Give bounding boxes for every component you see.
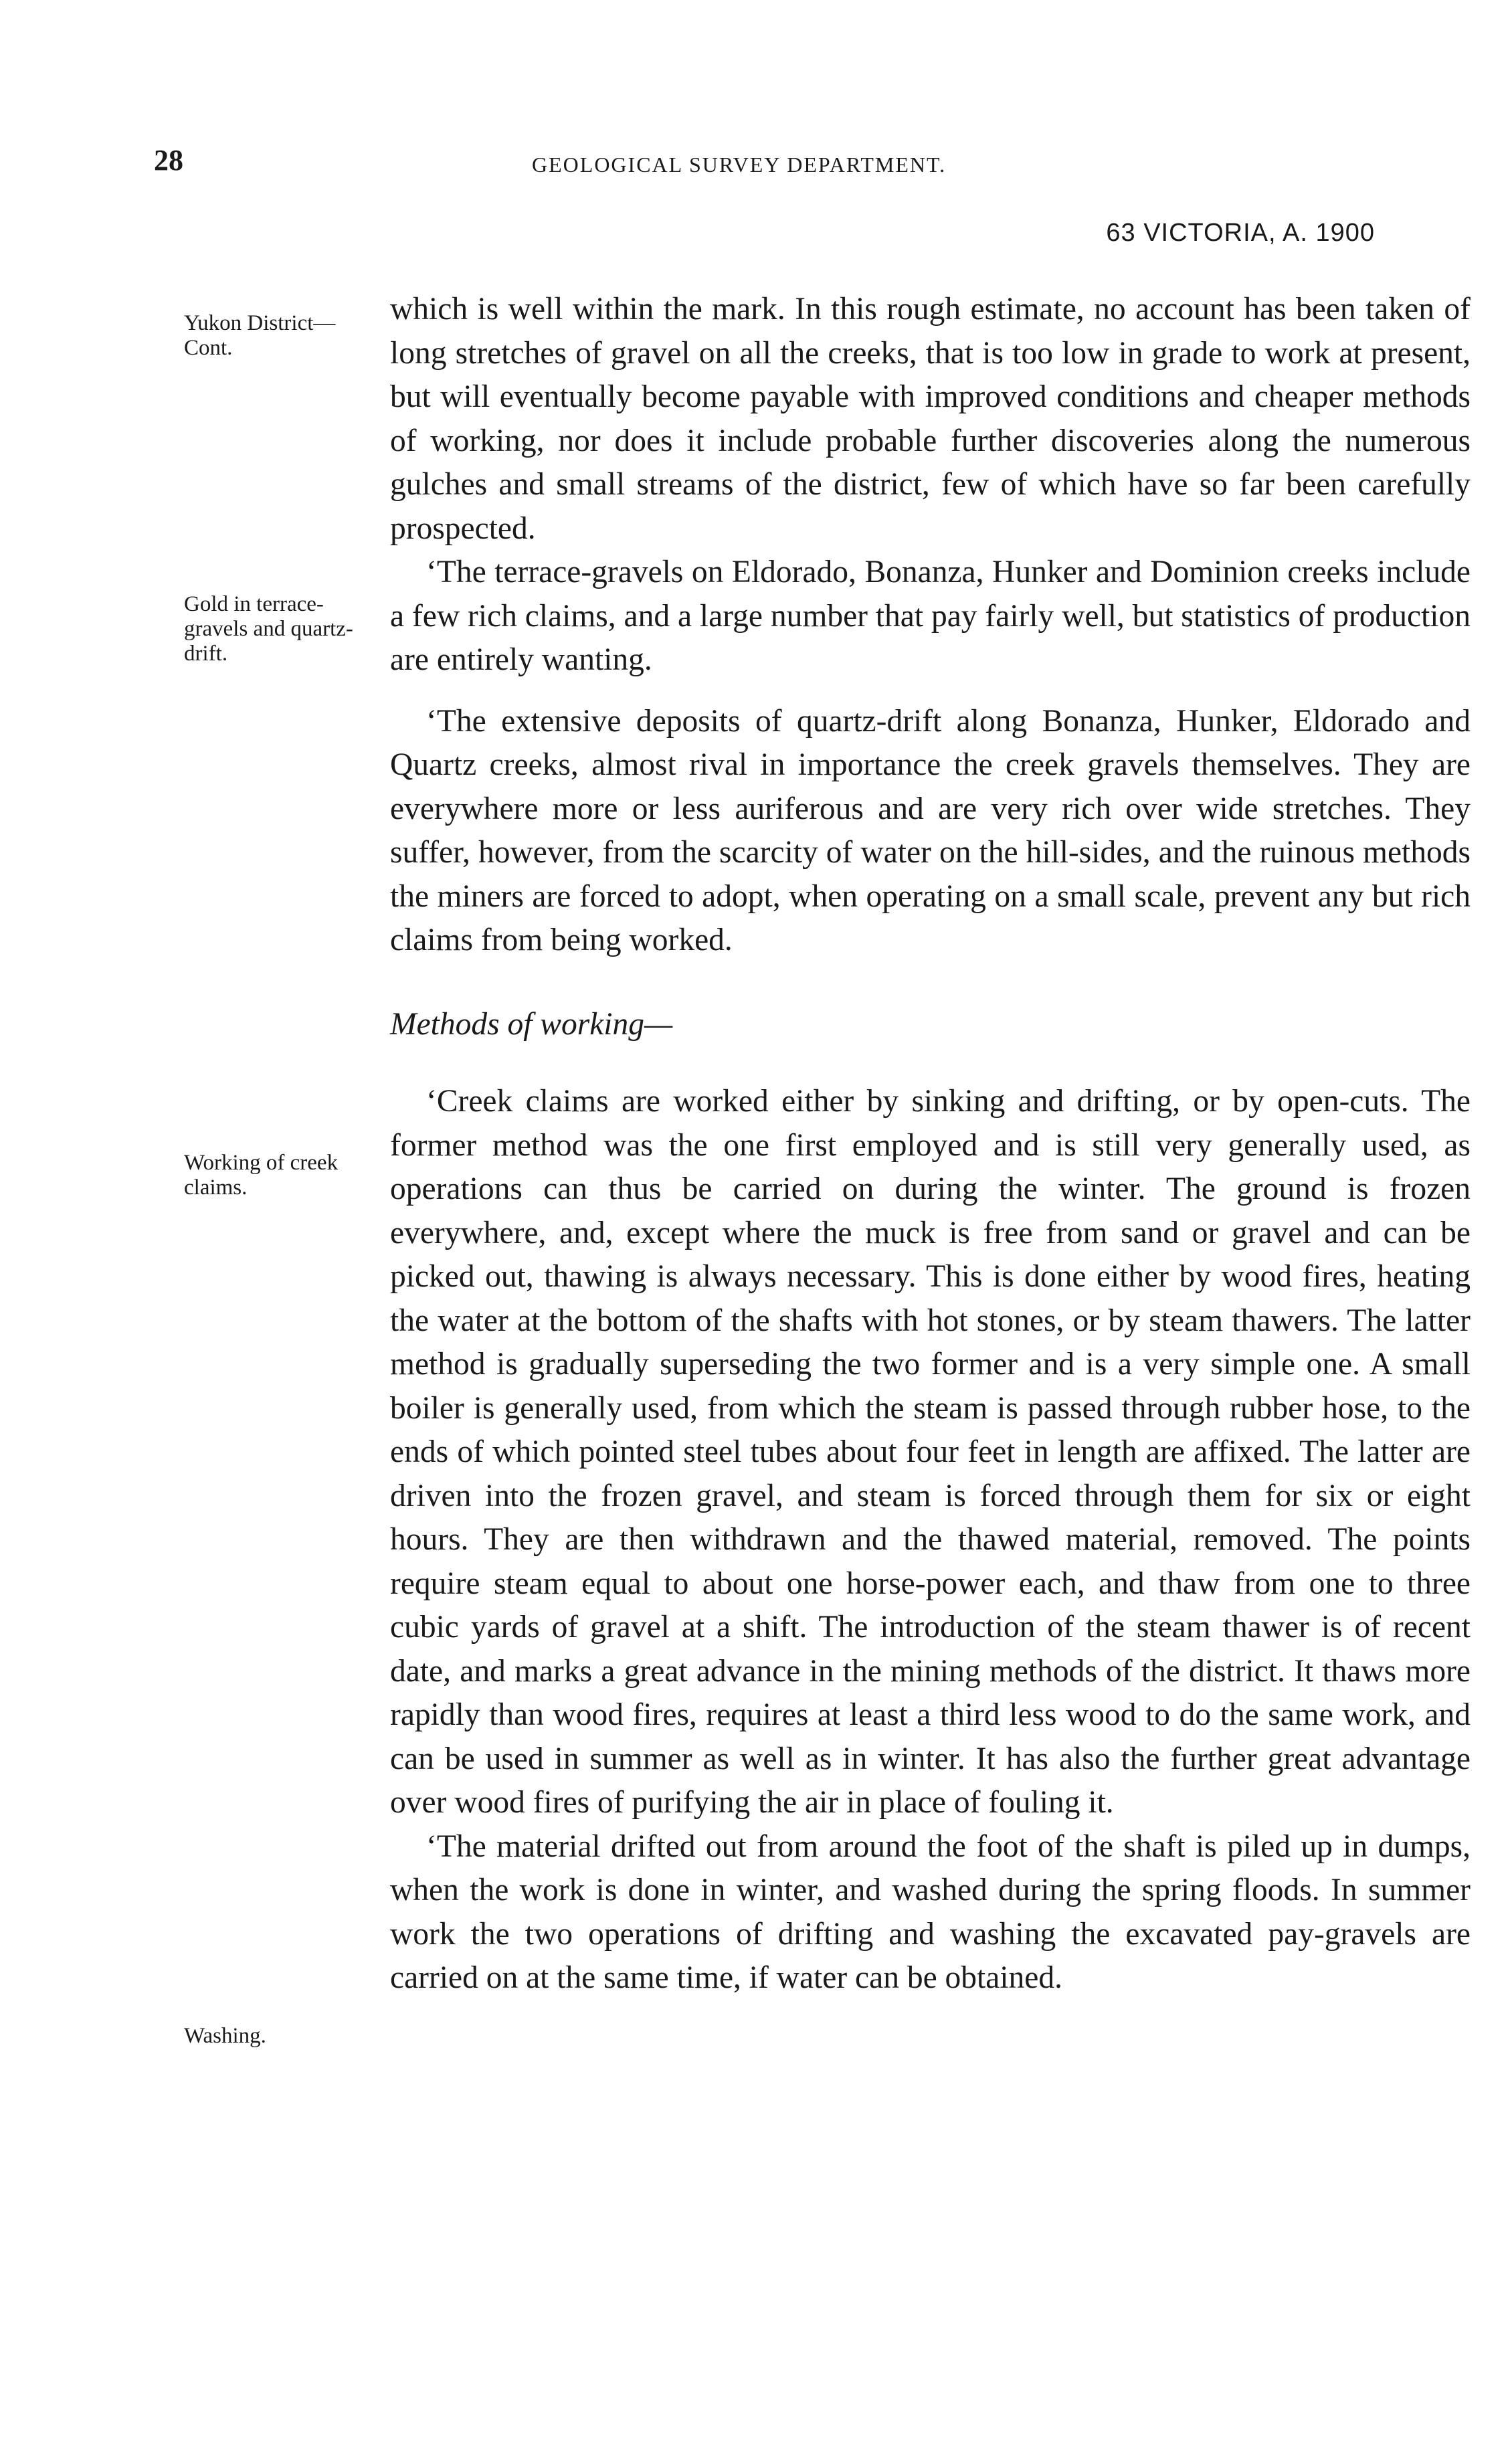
margin-note-terrace-gravels: Gold in terrace-gravels and quartz-drift.: [184, 592, 353, 666]
margin-note-creek-claims: Working of creek claims.: [184, 1151, 339, 1200]
session-label: 63 VICTORIA, A. 1900: [1106, 219, 1375, 247]
paragraph-terrace-gravels: ‘The terrace-gravels on Eldorado, Bonanza, Hunker and Dominion creeks include a few rich claims, and a large number that pay fairly well, but statistics of production are entirely wanting.: [390, 555, 1471, 677]
paragraph-creek-claims: ‘Creek claims are worked either by sinking and drifting, or by open-cuts. The former method was the one first employed and is still very generally used, as operations can thus be carried on during the winter. The ground is frozen everywhere, and, except where the muck is free from sand or gravel and can be picked out, thawing is always necessary. This is done either by wood fires, heating the water at the bottom of the shafts with hot stones, or by steam thawers. The latter method is gradually superseding the two former and is a very simple one. A small boiler is generally used, from which the steam is passed through rubber hose, to the ends of which pointed steel tubes about four feet in length are affixed. The latter are driven into the frozen gravel, and steam is forced through them for six or eight hours. They are then withdrawn and the thawed material, removed. The points require steam equal to about one horse-power each, and thaw from one to three cubic yards of gravel at a shift. The introduction of the steam thawer is of recent date, and marks a great advance in the mining methods of the district. It thaws more rapidly than wood fires, requires at least a third less wood to do the same work, and can be used in summer as well as in winter. It has also the further great advantage over wood fires of purifying the air in place of fouling it.: [390, 1084, 1471, 1820]
page-number: 28: [154, 144, 183, 177]
margin-note-yukon: Yukon District—Cont.: [184, 311, 336, 360]
running-title: GEOLOGICAL SURVEY DEPARTMENT.: [532, 153, 947, 177]
body-text: [390, 288, 1471, 2000]
section-heading: Methods of working—: [390, 1006, 673, 1042]
paragraph-washing: ‘The material drifted out from around the foot of the shaft is piled up in dumps, when the work is done in winter, and washed during the spring floods. In summer work the two operations of drifting and washing the excavated pay-gravels are carried on at the same time, if water can be obtained.: [390, 1828, 1471, 1995]
paragraph-estimate: which is well within the mark. In this rough estimate, no account has been taken of long stretches of gravel on all the creeks, that is too low in grade to work at present, but will eventually become payable with improved conditions and cheaper methods of working, nor does it include probable further discoveries along the numerous gulches and small streams of the district, few of which have so far been carefully prospected.: [390, 292, 1471, 546]
paragraph-quartz-drift: ‘The extensive deposits of quartz-drift along Bonanza, Hunker, Eldorado and Quartz creeks, almost rival in importance the creek gravels themselves. They are everywhere more or less auriferous and are very rich over wide stretches. They suffer, however, from the scarcity of water on the hill-sides, and the ruinous methods the miners are forced to adopt, when operating on a small scale, prevent any but rich claims from being worked.: [390, 703, 1471, 957]
paragraph-spacer: [390, 682, 1471, 700]
margin-note-washing: Washing.: [184, 2024, 266, 2048]
